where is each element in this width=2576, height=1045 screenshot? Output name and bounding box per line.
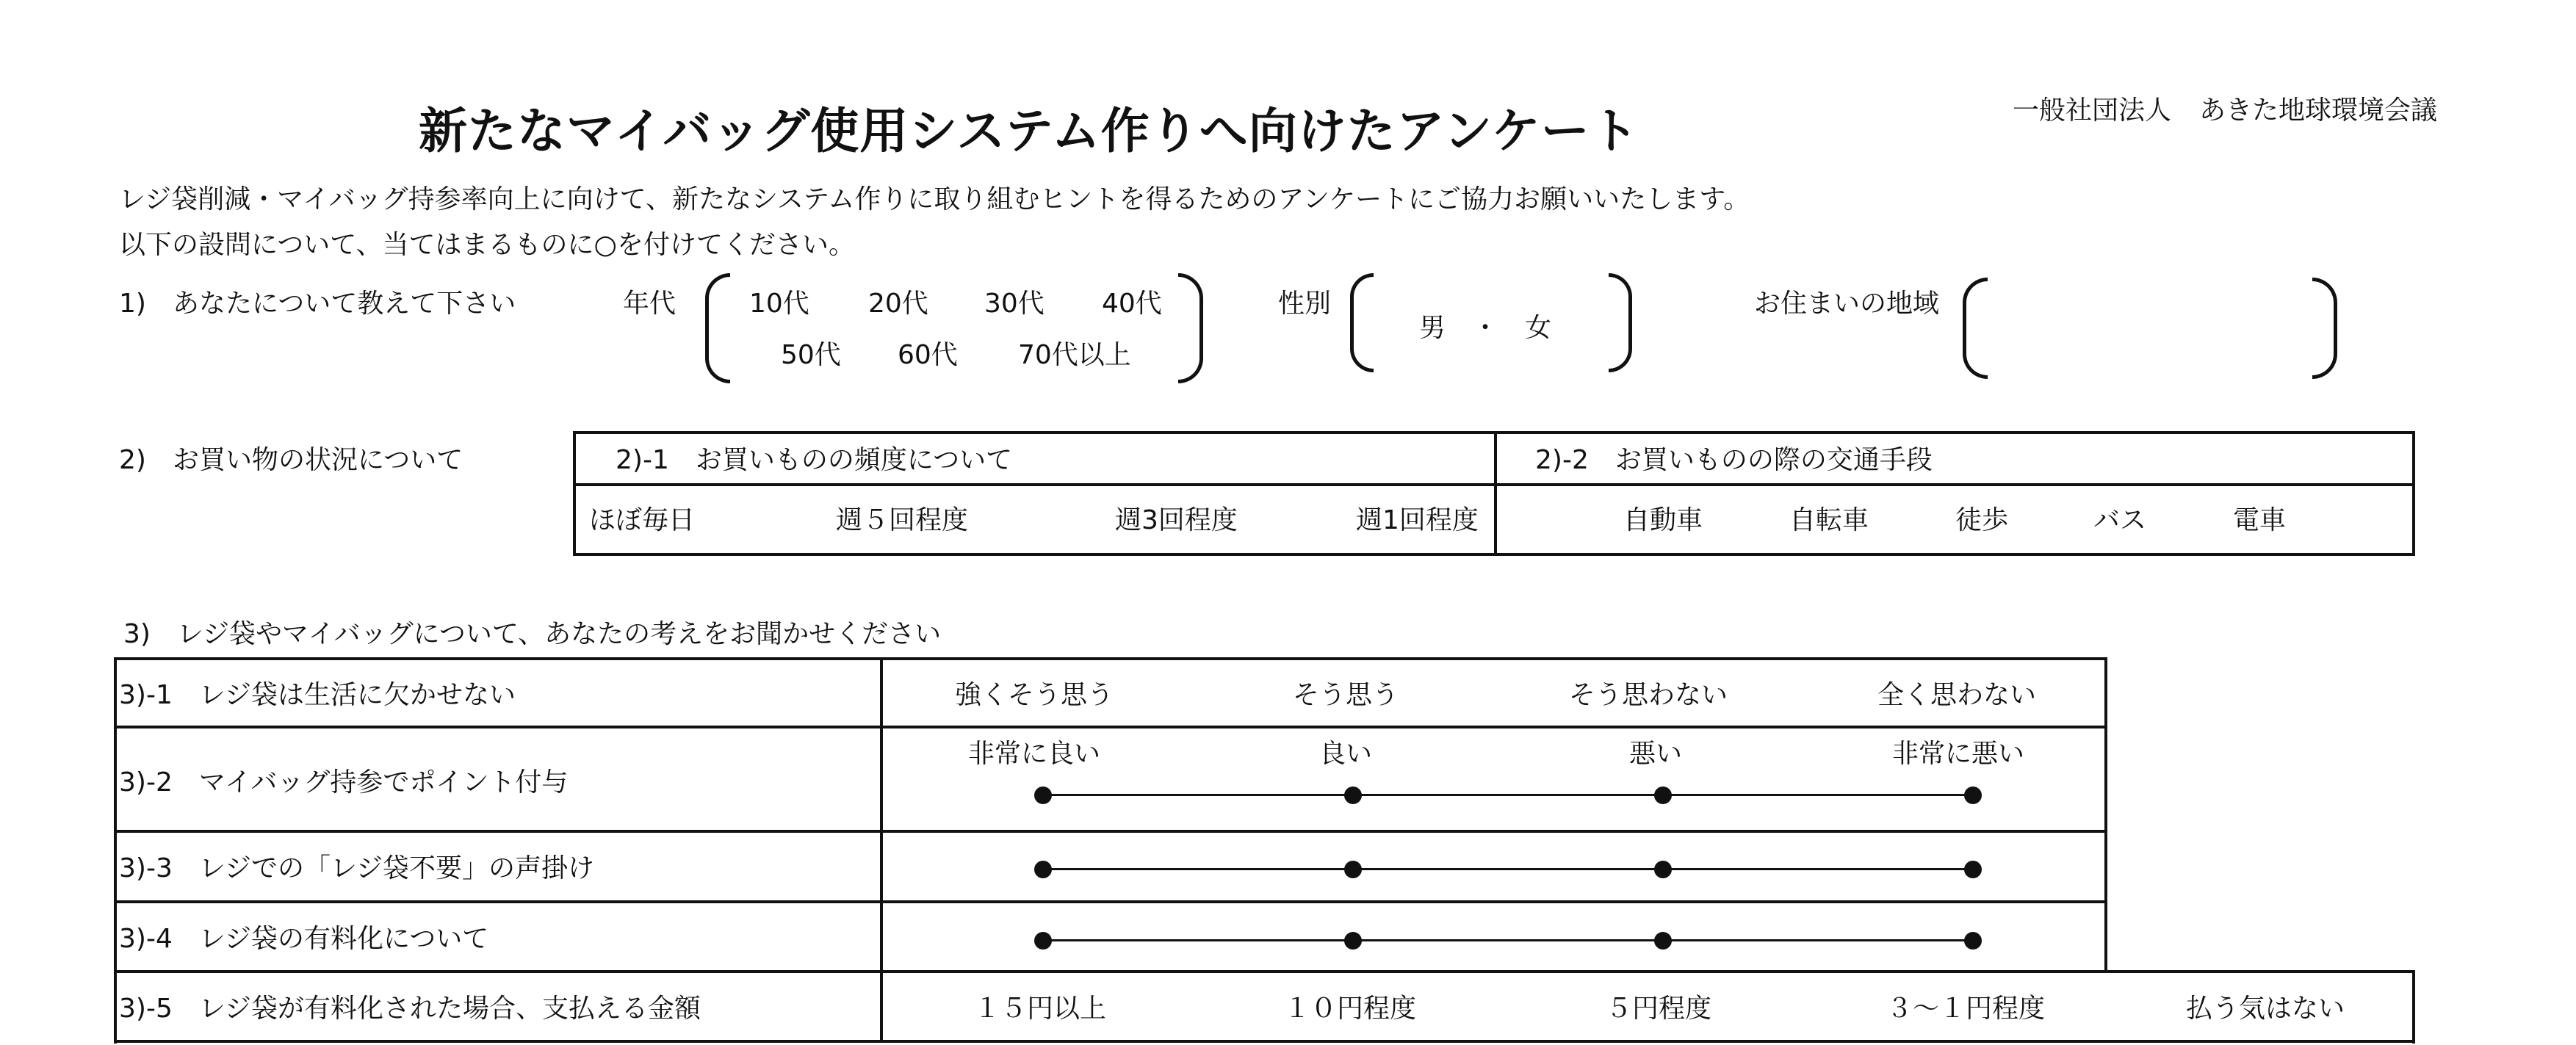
q3-2-scale-point-1[interactable] [1034,787,1052,804]
q3-2-option-very-good: 非常に良い [968,739,1101,769]
q3-3-scale-point-2[interactable] [1344,861,1362,878]
frequency-option-5-weekly[interactable]: 週５回程度 [836,505,969,535]
age-option-50s[interactable]: 50代 [781,340,841,370]
transport-option-walk[interactable]: 徒歩 [1955,505,2009,535]
q3-1-option-agree[interactable]: そう思う [1293,680,1399,710]
transport-option-bus[interactable]: バス [2093,505,2147,535]
q3-4-label: 3)-4 レジ袋の有料化について [119,924,489,954]
q3-2-scale-point-3[interactable] [1654,787,1672,804]
frequency-option-daily[interactable]: ほぼ毎日 [589,505,696,535]
q3-3-scale-point-1[interactable] [1034,861,1052,878]
age-bracket-left [705,273,730,383]
frequency-option-3-weekly[interactable]: 週3回程度 [1115,505,1238,535]
q3-4-scale-point-4[interactable] [1964,932,1982,950]
transport-option-bicycle[interactable]: 自転車 [1789,505,1869,535]
q3-1-option-strongly-agree[interactable]: 強くそう思う [955,680,1114,710]
age-label: 年代 [623,289,677,319]
age-option-10s[interactable]: 10代 [749,289,809,319]
q3-1-label: 3)-1 レジ袋は生活に欠かせない [119,680,516,710]
region-bracket-right [2312,278,2337,379]
q3-2-scale-line [1043,794,1976,796]
transport-option-car[interactable]: 自動車 [1623,505,1703,535]
q3-5-option-unwilling[interactable]: 払う気はない [2186,994,2345,1024]
q3-2-option-good: 良い [1319,739,1373,769]
q3-3-scale-point-4[interactable] [1964,861,1982,878]
q3-2-label: 3)-2 マイバッグ持参でポイント付与 [119,767,569,798]
q3-4-scale-line [1043,939,1976,941]
q3-3-label: 3)-3 レジでの「レジ袋不要」の声掛け [119,853,595,883]
frequency-header: 2)-1 お買いものの頻度について [616,445,1013,475]
q3-1-option-disagree[interactable]: そう思わない [1569,680,1728,710]
age-option-20s[interactable]: 20代 [868,289,928,319]
q3-4-scale-point-3[interactable] [1654,932,1672,950]
region-label: お住まいの地域 [1754,289,1940,319]
gender-bracket-right [1609,273,1632,372]
intro-line-1: レジ袋削減・マイバッグ持参率向上に向けて、新たなシステム作りに取り組むヒントを得るためのアンケートにご協力お願いいたします。 [119,184,1750,214]
q3-row-divider-1 [114,726,2107,728]
q3-label: 3) レジ袋やマイバッグについて、あなたの考えをお聞かせください [123,619,942,649]
q3-2-scale-point-2[interactable] [1344,787,1362,804]
q3-3-scale-point-3[interactable] [1654,861,1672,878]
frequency-option-1-weekly[interactable]: 週1回程度 [1356,505,1479,535]
region-bracket-left [1963,278,1988,379]
q3-row-divider-4 [114,970,2415,973]
q2-table-separator [1494,431,1497,556]
gender-label: 性別 [1278,289,1332,319]
age-option-40s[interactable]: 40代 [1102,289,1162,319]
organization-name: あきた地球環境会議 [2199,95,2438,126]
q3-label-column-divider [880,657,883,1043]
age-option-60s[interactable]: 60代 [898,340,958,370]
q3-bottom-border [114,1040,2415,1043]
q3-5-option-10-yen[interactable]: １０円程度 [1284,994,1417,1024]
q3-row-divider-3 [114,900,2107,903]
q1-label: 1) あなたについて教えて下さい [119,289,516,319]
q3-4-scale-point-1[interactable] [1034,932,1052,950]
intro-line-2: 以下の設問について、当てはまるものに○を付けてください。 [119,230,855,260]
gender-options[interactable]: 男 ・ 女 [1419,313,1552,343]
q3-2-scale-point-4[interactable] [1964,787,1982,804]
age-option-70s-plus[interactable]: 70代以上 [1018,340,1131,370]
q3-row-divider-2 [114,830,2107,833]
transport-header: 2)-2 お買いものの際の交通手段 [1535,445,1933,475]
gender-bracket-left [1350,273,1374,372]
q3-2-option-very-bad: 非常に悪い [1892,739,2025,769]
transport-option-train[interactable]: 電車 [2233,505,2287,535]
q3-row5-right-border [2412,970,2415,1044]
q3-row5-left-border [114,970,117,1044]
age-bracket-right [1178,273,1203,383]
age-option-30s[interactable]: 30代 [984,289,1045,319]
q3-5-option-15-yen-plus[interactable]: １５円以上 [974,994,1107,1024]
q3-5-option-5-yen[interactable]: ５円程度 [1606,994,1712,1024]
q3-4-scale-point-2[interactable] [1344,932,1362,950]
q3-3-scale-line [1043,868,1976,870]
page-title: 新たなマイバッグ使用システム作りへ向けたアンケート [419,103,1639,159]
q3-1-option-strongly-disagree[interactable]: 全く思わない [1877,680,2037,710]
organization [2013,90,2437,127]
organization-type: 一般社団法人 [2013,95,2172,126]
q2-label: 2) お買い物の状況について [119,445,463,475]
q3-2-option-bad: 悪い [1629,739,1683,769]
q3-5-label: 3)-5 レジ袋が有料化された場合、支払える金額 [119,994,701,1024]
q3-5-option-3-to-1-yen[interactable]: ３～１円程度 [1886,994,2046,1024]
